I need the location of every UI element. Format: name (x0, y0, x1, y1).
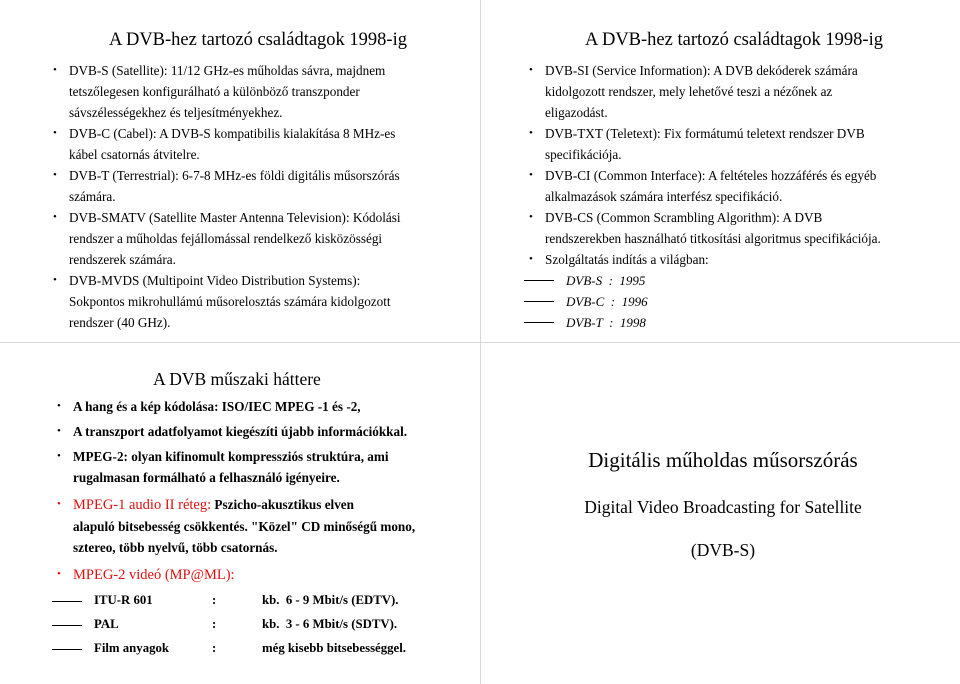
line: sztereo, több nyelvű, több csatornás. (73, 540, 278, 555)
line: rendszer (40 GHz). (69, 315, 171, 330)
line: rendszerekben használható titkosítási algoritmus specifikációja. (545, 231, 881, 246)
launch-text: DVB-T : 1998 (566, 315, 646, 330)
launch-row (524, 270, 944, 291)
table-cell: kb. 6 - 9 Mbit/s (EDTV). (262, 593, 399, 607)
line: DVB-MVDS (Multipoint Video Distribution Systems): (69, 273, 361, 288)
slide-1-list (48, 60, 468, 333)
bitrate-table (52, 590, 422, 662)
line: alapuló bitsebesség csökkentés. "Közel" CD minőségű mono, (73, 519, 416, 534)
line: rendszerek számára. (69, 252, 176, 267)
list-item (48, 270, 468, 333)
line: DVB-SMATV (Satellite Master Antenna Television): Kódolási (69, 210, 401, 225)
line: sávszélességekhez és teljesítményekhez. (69, 105, 283, 120)
bullet-icon: • (57, 450, 61, 462)
slide-3 (52, 369, 422, 662)
slide-4-abbr: (DVB-S) (690, 540, 756, 560)
launch-text: DVB-S : 1995 (566, 273, 646, 288)
mpeg2-label: MPEG-2 videó (MP@ML): (73, 567, 235, 583)
list-item (524, 123, 944, 165)
table-row (52, 638, 422, 662)
table-cell: PAL (94, 617, 119, 631)
bullet-icon: • (53, 64, 57, 76)
list-item (52, 421, 422, 442)
list-item (524, 165, 944, 207)
bullet-icon: • (529, 211, 533, 223)
line: kábel csatornás átvitelre. (69, 147, 200, 162)
slide-1 (48, 30, 468, 333)
bullet-icon: • (57, 568, 61, 580)
list-item (52, 494, 422, 558)
line: specifikációja. (545, 147, 622, 162)
line: kidolgozott rendszer, mely lehetővé teszi a nézőnek az (545, 84, 833, 99)
bullet-icon: • (529, 64, 533, 76)
table-row (52, 590, 422, 614)
dash-icon (524, 322, 554, 323)
vertical-divider-top (480, 0, 481, 342)
slide-2-title: A DVB-hez tartozó családtagok 1998-ig (585, 30, 883, 50)
line: DVB-T (Terrestrial): 6-7-8 MHz-es földi digitális műsorszórás (69, 168, 400, 183)
list-item (524, 60, 944, 123)
bullet-icon: • (53, 274, 57, 286)
bullet-icon: • (53, 169, 57, 181)
list-item (48, 165, 468, 207)
line: tetszőlegesen konfigurálható a különböző transzponder (69, 84, 360, 99)
list-item (48, 60, 468, 123)
dash-icon (52, 601, 82, 602)
bullet-icon: • (529, 253, 533, 265)
table-cell: kb. 3 - 6 Mbit/s (SDTV). (262, 617, 398, 631)
line: A transzport adatfolyamot kiegészíti újabb információkkal. (73, 424, 408, 439)
bullet-icon: • (57, 498, 61, 510)
launch-text: DVB-C : 1996 (566, 294, 648, 309)
line: Szolgáltatás indítás a világban: (545, 252, 709, 267)
line: DVB-CI (Common Interface): A feltételes hozzáférés és egyéb (545, 168, 877, 183)
line: Pszicho-akusztikus elven (214, 497, 354, 512)
slide-2-list (524, 60, 944, 270)
line: DVB-S (Satellite): 11/12 GHz-es műholdas sávra, majdnem (69, 63, 386, 78)
table-row (52, 614, 422, 638)
vertical-divider-bottom (480, 343, 481, 684)
bullet-icon: • (53, 211, 57, 223)
line: DVB-TXT (Teletext): Fix formátumú teletext rendszer DVB (545, 126, 865, 141)
list-item (524, 249, 944, 270)
launch-row (524, 291, 944, 312)
dash-icon (524, 280, 554, 281)
table-cell: ITU-R 601 (94, 593, 153, 607)
table-cell: : (212, 617, 217, 631)
mpeg1-label: MPEG-1 audio II réteg: (73, 497, 212, 513)
table-cell: még kisebb bitsebességgel. (262, 641, 406, 655)
line: DVB-C (Cabel): A DVB-S kompatibilis kialakítása 8 MHz-es (69, 126, 396, 141)
dash-icon (52, 625, 82, 626)
line: rendszer a műholdas fejállomással rendelkező kisközösségi (69, 231, 383, 246)
launch-list (524, 270, 944, 333)
table-cell: : (212, 593, 217, 607)
bullet-icon: • (529, 169, 533, 181)
table-cell: Film anyagok (94, 641, 170, 655)
list-item (52, 446, 422, 488)
line: rugalmasan formálható a felhasználó igényeire. (73, 470, 340, 485)
bullet-icon: • (53, 127, 57, 139)
slide-4-title: Digitális műholdas műsorszórás (588, 448, 858, 472)
bullet-icon: • (57, 400, 61, 412)
slide-3-list (52, 396, 422, 586)
launch-row (524, 312, 944, 333)
dash-icon (52, 649, 82, 650)
list-item (52, 396, 422, 417)
list-item (48, 123, 468, 165)
line: MPEG-2: olyan kifinomult kompressziós struktúra, ami (73, 449, 389, 464)
list-item (48, 207, 468, 270)
table-cell: : (212, 641, 217, 655)
line: eligazodást. (545, 105, 608, 120)
line: DVB-SI (Service Information): A DVB dekóderek számára (545, 63, 858, 78)
bullet-icon: • (529, 127, 533, 139)
dash-icon (524, 301, 554, 302)
slide-4 (490, 448, 956, 561)
line: Sokpontos mikrohullámú műsorelosztás számára kidolgozott (69, 294, 391, 309)
slide-1-title: A DVB-hez tartozó családtagok 1998-ig (109, 30, 407, 50)
line: A hang és a kép kódolása: ISO/IEC MPEG -1 és -2, (73, 399, 361, 414)
line: alkalmazások számára interfész specifikáció. (545, 189, 783, 204)
slide-4-subtitle: Digital Video Broadcasting for Satellite (584, 497, 862, 517)
list-item (52, 564, 422, 586)
slide-2 (524, 30, 944, 333)
bullet-icon: • (57, 425, 61, 437)
list-item (524, 207, 944, 249)
line: DVB-CS (Common Scrambling Algorithm): A DVB (545, 210, 823, 225)
line: számára. (69, 189, 116, 204)
slide-3-title: A DVB műszaki háttere (153, 369, 321, 389)
